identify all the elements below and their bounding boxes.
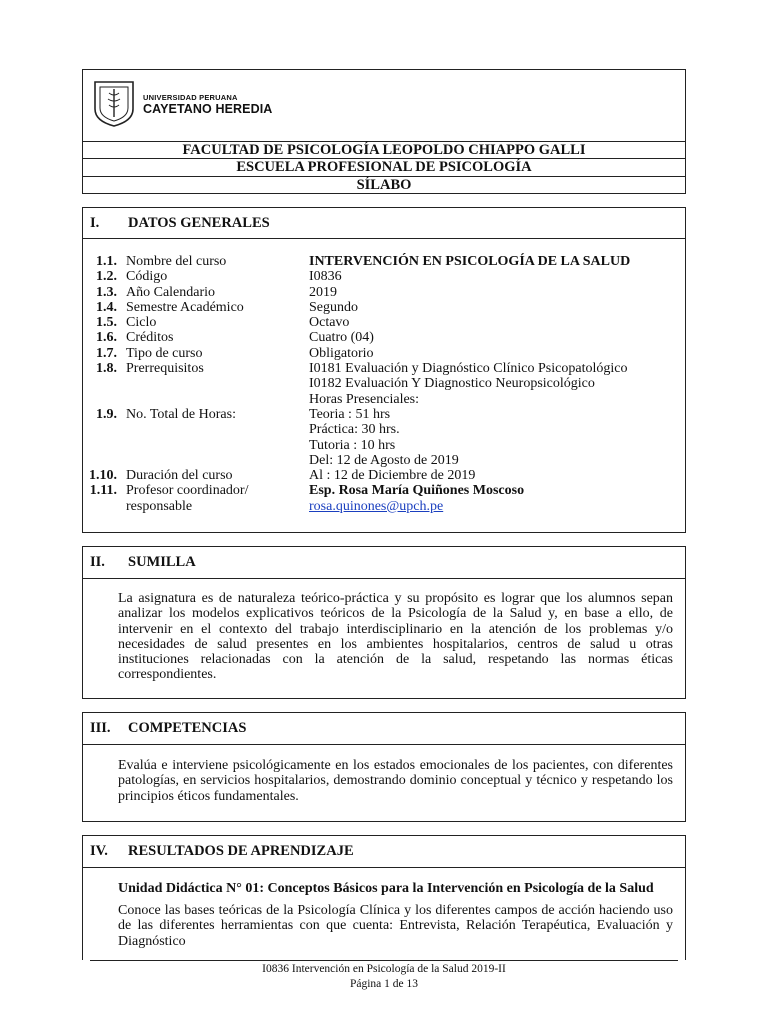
datos-row [83,254,683,269]
footer-page-number: Página 1 de 13 [349,978,419,990]
datos-row-number: 1.1. [96,254,117,269]
datos-row-number: 1.3. [96,284,117,300]
datos-row-label: Duración del curso [126,468,233,484]
datos-row [83,392,683,407]
resultados-divider [83,867,685,868]
logo-line-2: CAYETANO HEREDIA [143,102,273,116]
datos-row-label: Año Calendario [126,284,216,300]
datos-row-label: Ciclo [126,315,157,331]
datos-row [83,407,683,422]
datos-row-label: Tipo de curso [126,345,203,361]
logo-line-1: UNIVERSIDAD PERUANA [143,93,238,102]
competencias-divider [83,744,685,745]
datos-row-value: Teoria : 51 hrs [309,406,391,422]
datos-row-number: 1.5. [96,315,117,331]
unit-text: Conoce las bases teóricas de la Psicología Clínica y los diferentes campos de acción haciendo uso de las diferentes herramientas con que cuenta: Entrevista, Relación Terapéutica, Evaluación y Diagnóstico [118,903,673,949]
datos-row-label: No. Total de Horas: [126,406,236,422]
faculty-title: FACULTAD DE PSICOLOGÍA LEOPOLDO CHIAPPO GALLI [182,142,586,158]
school-title: ESCUELA PROFESIONAL DE PSICOLOGÍA [236,159,532,175]
section-number: IV. [90,843,108,859]
section-number: I. [90,215,100,231]
datos-row [83,483,683,498]
datos-row [83,269,683,284]
datos-generales-list [83,254,683,514]
section-title: SUMILLA [128,554,196,570]
document-type-title: SÍLABO [356,177,412,193]
datos-row-value: Cuatro (04) [309,330,374,346]
datos-row-value: INTERVENCIÓN EN PSICOLOGÍA DE LA SALUD [309,254,631,269]
university-seal-icon [93,79,135,127]
unit-title: Unidad Didáctica N° 01: Conceptos Básicos para la Intervención en Psicología de la Salud [118,881,654,896]
competencias-box [82,712,686,822]
datos-row [83,346,683,361]
datos-row [83,300,683,315]
datos-row-value: Obligatorio [309,345,374,361]
datos-row [83,499,683,514]
datos-generales-divider [83,238,685,239]
datos-row-label: Profesor coordinador/ [126,483,249,499]
datos-row [83,315,683,330]
datos-row [83,468,683,483]
sumilla-divider [83,578,685,579]
header-box [82,69,686,194]
datos-row-value: Segundo [309,299,358,315]
section-number: II. [90,554,105,570]
section-title: RESULTADOS DE APRENDIZAJE [128,843,354,859]
datos-row-value: Tutoria : 10 hrs [309,437,396,453]
footer-rule [90,960,678,961]
datos-row-label: Créditos [126,330,174,346]
datos-row-value: Al : 12 de Diciembre de 2019 [309,468,476,484]
coordinator-email-link[interactable]: rosa.quinones@upch.pe [309,498,444,514]
datos-row-number: 1.6. [96,330,117,346]
datos-row-value: I0836 [309,269,342,285]
resultados-box [82,835,686,960]
datos-row-value: I0182 Evaluación Y Diagnostico Neuropsicológico [309,376,595,392]
datos-row-number: 1.8. [96,361,117,377]
datos-row-value: Horas Presenciales: [309,391,420,407]
datos-row-label: Código [126,269,168,285]
datos-row [83,376,683,391]
datos-row-label: responsable [126,498,193,514]
datos-row [83,361,683,376]
section-title: DATOS GENERALES [128,215,270,231]
datos-row-label: Prerrequisitos [126,361,204,377]
sumilla-box [82,546,686,699]
datos-generales-box [82,207,686,533]
datos-row-number: 1.2. [96,269,117,285]
datos-row [83,422,683,437]
datos-row-value: 2019 [309,284,337,300]
section-title: COMPETENCIAS [128,720,247,736]
datos-row-value: Práctica: 30 hrs. [309,422,400,438]
datos-row-value: Esp. Rosa María Quiñones Moscoso [309,483,525,499]
datos-row [83,453,683,468]
datos-row [83,330,683,345]
datos-row-number: 1.11. [89,483,117,499]
datos-row-value: Octavo [309,315,350,331]
university-logo [93,79,293,131]
section-number: III. [90,720,111,736]
datos-row-number: 1.10. [89,468,117,484]
datos-row-value: I0181 Evaluación y Diagnóstico Clínico Psicopatológico [309,361,628,377]
sumilla-text: La asignatura es de naturaleza teórico-práctica y su propósito es lograr que los alumnos sepan analizar los modelos explicativos teóricos de la Psicología de la Salud y, en base a ello, de intervenir en el contexto del trabajo interdisciplinario en la atención de los problemas y/o necesidades de salud presentes en los ambientes hospitalarios, centros de salud u otras instituciones relacionadas con la atención de la salud, respetando las normas éticas correspondientes. [118,591,673,683]
datos-row [83,285,683,300]
datos-row-label: Nombre del curso [126,254,227,269]
datos-row-value: Del: 12 de Agosto de 2019 [309,452,459,468]
datos-row-label: Semestre Académico [126,299,244,315]
datos-row-number: 1.4. [96,299,117,315]
footer-course: I0836 Intervención en Psicología de la Salud 2019-II [262,963,506,975]
datos-row-number: 1.9. [96,406,117,422]
competencias-text: Evalúa e interviene psicológicamente en los estados emocionales de los pacientes, con diferentes patologías, en servicios hospitalarios, demostrando dominio conceptual y técnico y respetando los principios éticos fundamentales. [118,758,673,804]
datos-row-number: 1.7. [96,345,117,361]
datos-row [83,438,683,453]
